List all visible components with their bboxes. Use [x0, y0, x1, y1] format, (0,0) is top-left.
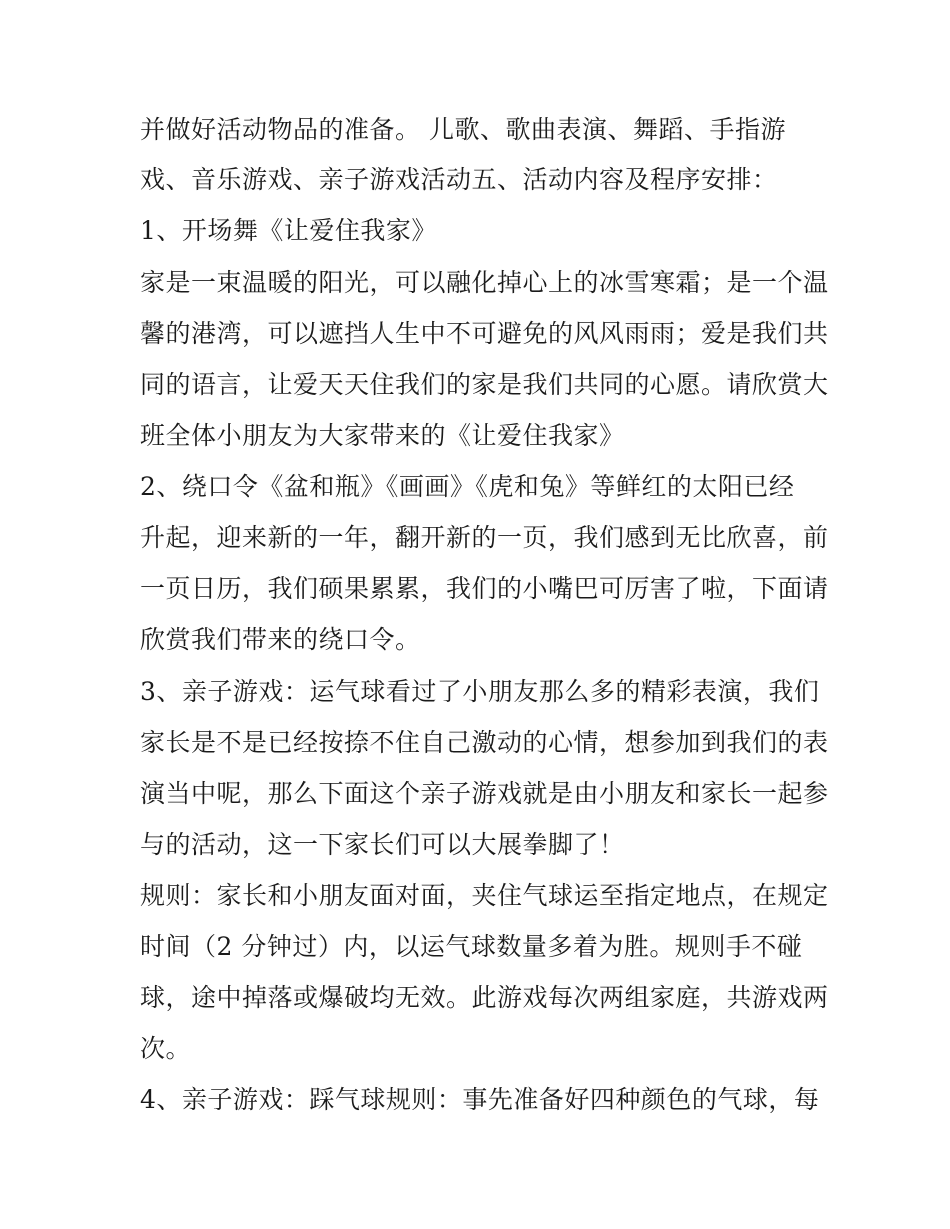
section-heading-1: 1、开场舞《让爱住我家》: [140, 216, 437, 245]
text-line-7: 班全体小朋友为大家带来的《让爱住我家》: [140, 421, 625, 450]
text-line-15: 与的活动，这一下家长们可以大展拳脚了！: [140, 830, 625, 859]
text-line-11: 欣赏我们带来的绕口令。: [140, 625, 421, 654]
rules-line-1: 规则：家长和小朋友面对面，夹住气球运至指定地点，在规定: [140, 881, 829, 910]
rules-line-4: 次。: [140, 1034, 192, 1063]
text-line-9: 升起，迎来新的一年，翻开新的一页，我们感到无比欣喜，前: [140, 523, 829, 552]
text-line-2: 戏、音乐游戏、亲子游戏活动五、活动内容及程序安排：: [140, 165, 778, 194]
section-heading-3: 3、亲子游戏：运气球看过了小朋友那么多的精彩表演，我们: [140, 677, 820, 706]
section-heading-4: 4、亲子游戏：踩气球规则：事先准备好四种颜色的气球，每: [140, 1085, 820, 1114]
text-line-4: 家是一束温暖的阳光，可以融化掉心上的冰雪寒霜；是一个温: [140, 268, 829, 297]
text-line-14: 演当中呢，那么下面这个亲子游戏就是由小朋友和家长一起参: [140, 779, 829, 808]
text-line-13: 家长是不是已经按捺不住自己激动的心情，想参加到我们的表: [140, 728, 829, 757]
text-line-1: 并做好活动物品的准备。 儿歌、歌曲表演、舞蹈、手指游: [140, 115, 786, 144]
rules-line-3: 球，途中掉落或爆破均无效。此游戏每次两组家庭，共游戏两: [140, 983, 829, 1012]
text-line-10: 一页日历，我们硕果累累，我们的小嘴巴可厉害了啦，下面请: [140, 574, 829, 603]
section-heading-2: 2、绕口令《盆和瓶》《画画》《虎和兔》等鲜红的太阳已经: [140, 472, 795, 501]
rules-line-2: 时间（2 分钟过）内，以运气球数量多着为胜。规则手不碰: [140, 932, 803, 961]
text-line-5: 馨的港湾，可以遮挡人生中不可避免的风风雨雨；爱是我们共: [140, 319, 829, 348]
text-line-6: 同的语言，让爱天天住我们的家是我们共同的心愿。请欣赏大: [140, 370, 829, 399]
